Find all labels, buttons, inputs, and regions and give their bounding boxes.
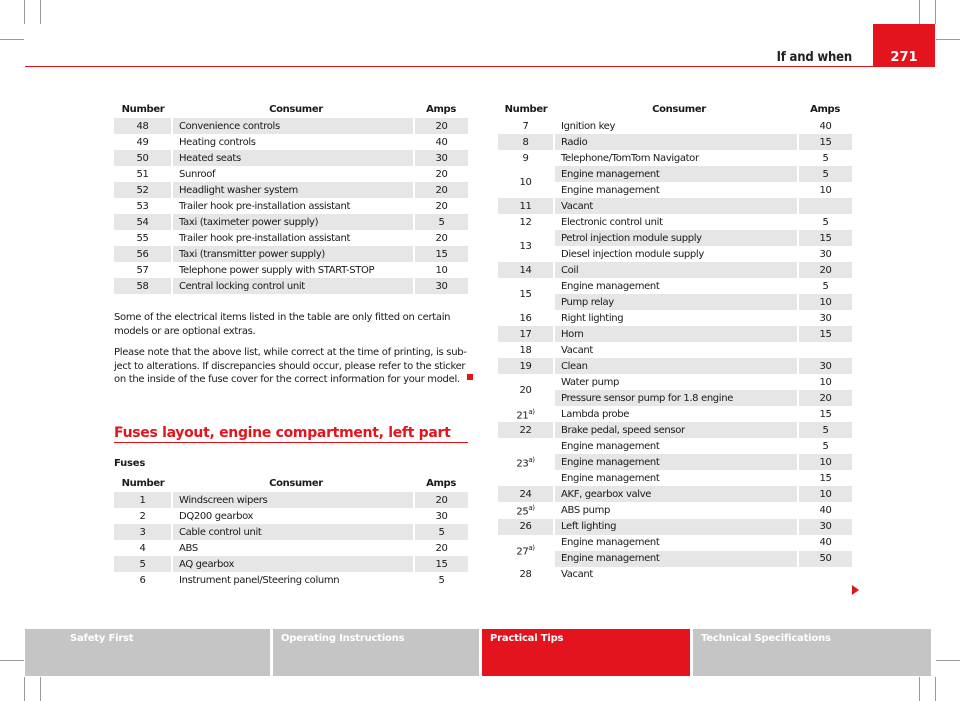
note-list-alterations: Please note that the above list, while correct at the time of printing, is sub-ject to alterations. If discrepancies should occur, please refer to the sticker on the inside of the fuse cover for the correct information for your model. [114,347,467,385]
fuse-number-value: 7 [522,120,529,132]
fuse-amps: 10 [798,486,852,502]
table-row [498,198,852,214]
note-optional-items: Some of the electrical items listed in the table are only fitted on certain models or are optional extras. [114,312,451,337]
fuse-number [498,519,554,535]
fuse-consumer: Engine management [554,438,798,454]
fuse-consumer: Instrument panel/Steering column [172,572,414,588]
fuse-consumer: DQ200 gearbox [172,508,414,524]
fuse-amps: 15 [798,470,852,486]
fuse-consumer: Vacant [554,342,798,358]
table-row [498,374,852,390]
fuse-amps: 5 [798,438,852,454]
crop-mark [936,660,960,661]
fuse-consumer: Heating controls [172,134,414,150]
fuse-amps: 5 [798,166,852,182]
fuse-consumer: Pump relay [554,294,798,310]
fuse-amps: 40 [798,502,852,518]
table-row [498,214,852,230]
table-row [114,134,468,150]
table-row [114,556,468,572]
fuse-amps: 50 [798,551,852,567]
red-square-icon [467,374,473,380]
fuse-number [498,567,554,583]
fuse-table-engine-right [498,100,852,583]
fuse-amps: 30 [798,246,852,262]
table-row [114,118,468,134]
fuse-consumer: ABS [172,540,414,556]
crop-mark [24,0,25,24]
table-row [114,214,468,230]
fuse-consumer: AQ gearbox [172,556,414,572]
fuse-number: 53 [114,198,172,214]
fuse-number [498,342,554,358]
fuse-consumer: Engine management [554,454,798,470]
crop-mark [919,0,920,24]
crop-mark [919,677,920,701]
fuse-consumer: Clean [554,358,798,374]
column-header-consumer: Consumer [554,100,798,118]
fuse-amps: 40 [798,535,852,551]
table-row [498,310,852,326]
fuse-table-continued [114,100,468,294]
fuse-amps: 40 [798,118,852,134]
fuse-amps: 20 [798,390,852,406]
fuse-consumer: Heated seats [172,150,414,166]
table-row [114,508,468,524]
tab-technical-specifications[interactable]: Technical Specifications [693,629,931,676]
fuse-number-value: 26 [519,521,532,533]
table-row [498,438,852,454]
table-row [498,118,852,134]
chapter-tab-bar [25,629,931,676]
fuse-number [498,214,554,230]
fuse-number [498,358,554,374]
fuse-consumer: Central locking control unit [172,278,414,294]
fuse-number: 52 [114,182,172,198]
fuse-number: 49 [114,134,172,150]
fuse-amps: 10 [798,182,852,198]
fuse-number: 2 [114,508,172,524]
fuse-number [498,374,554,406]
fuse-consumer: Trailer hook pre-installation assistant [172,230,414,246]
fuse-amps: 5 [798,422,852,438]
fuse-amps: 20 [414,118,468,134]
fuse-consumer: Electronic control unit [554,214,798,230]
footnote-marker: a) [528,456,535,465]
fuse-number [498,310,554,326]
fuse-consumer: Headlight washer system [172,182,414,198]
fuse-consumer: Vacant [554,198,798,214]
fuse-number [498,502,554,518]
fuse-number: 4 [114,540,172,556]
fuse-consumer: Sunroof [172,166,414,182]
table-row [114,492,468,508]
section-rule [114,442,468,443]
table-row [114,230,468,246]
fuse-number: 6 [114,572,172,588]
fuse-amps: 30 [414,278,468,294]
red-triangle-arrow-icon [852,585,859,595]
column-header-consumer: Consumer [172,100,414,118]
table-row [498,166,852,182]
fuse-amps: 20 [414,182,468,198]
fuse-table-engine-left [114,474,468,588]
fuse-number: 48 [114,118,172,134]
fuse-amps: 20 [414,492,468,508]
table-row [498,422,852,438]
table-row [498,535,852,551]
tab-operating-instructions[interactable]: Operating Instructions [273,629,479,676]
fuse-number: 51 [114,166,172,182]
fuse-number-value: 16 [519,312,532,324]
fuse-consumer: Engine management [554,166,798,182]
table-row [498,486,852,502]
fuse-amps: 30 [414,508,468,524]
fuse-number [498,134,554,150]
fuse-number-value: 13 [519,240,532,252]
fuse-consumer: Windscreen wipers [172,492,414,508]
table-row [498,278,852,294]
fuse-consumer: Pressure sensor pump for 1.8 engine [554,390,798,406]
fuse-number-value: 11 [519,200,532,212]
fuse-amps: 20 [414,166,468,182]
table-header-row [114,100,468,118]
fuse-number: 5 [114,556,172,572]
fuse-number [498,535,554,567]
table-row [498,150,852,166]
fuse-number [498,422,554,438]
fuse-amps: 20 [414,540,468,556]
page-number: 271 [873,24,935,66]
fuse-consumer: Engine management [554,535,798,551]
fuse-amps: 15 [798,406,852,422]
fuse-consumer: Engine management [554,470,798,486]
crop-mark [936,39,960,40]
fuse-number [498,166,554,198]
fuse-number [498,150,554,166]
fuse-number-value: 25 [516,506,529,518]
fuse-amps: 5 [798,278,852,294]
fuse-amps: 15 [798,326,852,342]
crop-mark [0,39,24,40]
fuse-amps: 10 [798,374,852,390]
crop-mark [40,0,41,24]
fuse-consumer: Brake pedal, speed sensor [554,422,798,438]
fuse-amps [798,342,852,358]
tab-practical-tips[interactable]: Practical Tips [482,629,690,676]
fuse-consumer: Engine management [554,551,798,567]
fuse-number-value: 9 [522,152,529,164]
fuse-amps: 5 [798,214,852,230]
table-row [498,358,852,374]
fuse-number-value: 27 [516,546,529,558]
chapter-title: If and when [776,50,852,65]
table-row [498,326,852,342]
fuse-number-value: 15 [519,288,532,300]
fuse-number-value: 19 [519,360,532,372]
fuse-number-value: 10 [519,176,532,188]
fuse-amps [798,567,852,583]
footnote-marker: a) [528,504,535,513]
fuse-amps: 10 [798,294,852,310]
fuse-consumer: Vacant [554,567,798,583]
fuse-number-value: 12 [519,216,532,228]
column-header-amps: Amps [414,100,468,118]
fuse-consumer: ABS pump [554,502,798,518]
fuse-amps: 20 [798,262,852,278]
fuse-number-value: 21 [516,410,529,422]
tab-safety-first[interactable]: Safety First [25,629,270,676]
fuse-amps: 5 [414,214,468,230]
fuse-consumer: Coil [554,262,798,278]
table-row [498,502,852,518]
fuse-amps: 15 [798,134,852,150]
fuse-consumer: Petrol injection module supply [554,230,798,246]
fuse-consumer: Engine management [554,182,798,198]
fuse-number [498,438,554,486]
footnote-marker: a) [528,544,535,553]
column-header-number: Number [114,474,172,492]
table-row [114,182,468,198]
fuse-consumer: Diesel injection module supply [554,246,798,262]
fuse-amps: 15 [414,246,468,262]
fuse-consumer: AKF, gearbox valve [554,486,798,502]
fuse-number [498,406,554,422]
fuse-consumer: Cable control unit [172,524,414,540]
fuse-number: 1 [114,492,172,508]
fuse-consumer: Radio [554,134,798,150]
fuse-consumer: Left lighting [554,519,798,535]
fuse-amps: 30 [798,519,852,535]
table-row [114,150,468,166]
fuse-consumer: Convenience controls [172,118,414,134]
table-header-row [114,474,468,492]
fuse-consumer: Water pump [554,374,798,390]
column-header-consumer: Consumer [172,474,414,492]
fuse-number: 57 [114,262,172,278]
fuse-amps: 30 [798,310,852,326]
fuse-number-value: 20 [519,384,532,396]
fuse-number-value: 23 [516,458,529,470]
fuse-consumer: Ignition key [554,118,798,134]
fuse-consumer: Taxi (taximeter power supply) [172,214,414,230]
fuse-consumer: Right lighting [554,310,798,326]
footnote-marker: a) [528,408,535,416]
fuse-number [498,118,554,134]
fuse-number: 55 [114,230,172,246]
table-row [498,406,852,422]
fuse-number-value: 17 [519,328,532,340]
fuse-number [498,326,554,342]
crop-mark [935,677,936,701]
crop-mark [935,0,936,24]
fuse-number-value: 22 [519,424,532,436]
column-header-amps: Amps [798,100,852,118]
fuse-number: 56 [114,246,172,262]
table-row [114,524,468,540]
column-header-number: Number [498,100,554,118]
fuse-consumer: Telephone/TomTom Navigator [554,150,798,166]
fuse-amps [798,198,852,214]
table-row [498,567,852,583]
fuse-consumer: Trailer hook pre-installation assistant [172,198,414,214]
table-row [114,166,468,182]
fuse-number-value: 8 [522,136,529,148]
fuse-amps: 40 [414,134,468,150]
fuses-subheading: Fuses [114,458,146,469]
fuse-amps: 10 [414,262,468,278]
fuse-amps: 15 [798,230,852,246]
column-header-amps: Amps [414,474,468,492]
fuse-consumer: Horn [554,326,798,342]
table-row [498,230,852,246]
table-row [114,278,468,294]
fuse-number [498,198,554,214]
fuse-amps: 10 [798,454,852,470]
crop-mark [40,677,41,701]
table-row [114,572,468,588]
fuse-consumer: Telephone power supply with START-STOP [172,262,414,278]
table-row [114,246,468,262]
header-rule [25,66,935,67]
fuse-amps: 5 [414,572,468,588]
fuse-number [498,230,554,262]
table-row [114,198,468,214]
fuse-number-value: 18 [519,344,532,356]
fuse-amps: 5 [798,150,852,166]
fuse-consumer: Engine management [554,278,798,294]
table-row [498,342,852,358]
section-title: Fuses layout, engine compartment, left part [114,425,451,441]
column-header-number: Number [114,100,172,118]
fuse-number-value: 24 [519,488,532,500]
crop-mark [24,677,25,701]
fuse-number: 54 [114,214,172,230]
fuse-number-value: 28 [519,569,532,581]
fuse-consumer: Lambda probe [554,406,798,422]
fuse-number-value: 14 [519,264,532,276]
table-header-row [498,100,852,118]
table-row [114,262,468,278]
fuse-number [498,262,554,278]
fuse-amps: 30 [414,150,468,166]
fuse-amps: 20 [414,198,468,214]
fuse-amps: 5 [414,524,468,540]
fuse-number: 58 [114,278,172,294]
fuse-number: 50 [114,150,172,166]
fuse-number: 3 [114,524,172,540]
table-row [498,262,852,278]
fuse-amps: 15 [414,556,468,572]
fuse-consumer: Taxi (transmitter power supply) [172,246,414,262]
fuse-number [498,278,554,310]
fuse-amps: 20 [414,230,468,246]
table-row [498,519,852,535]
table-row [498,134,852,150]
table-row [114,540,468,556]
crop-mark [0,660,24,661]
fuse-amps: 30 [798,358,852,374]
fuse-number [498,486,554,502]
